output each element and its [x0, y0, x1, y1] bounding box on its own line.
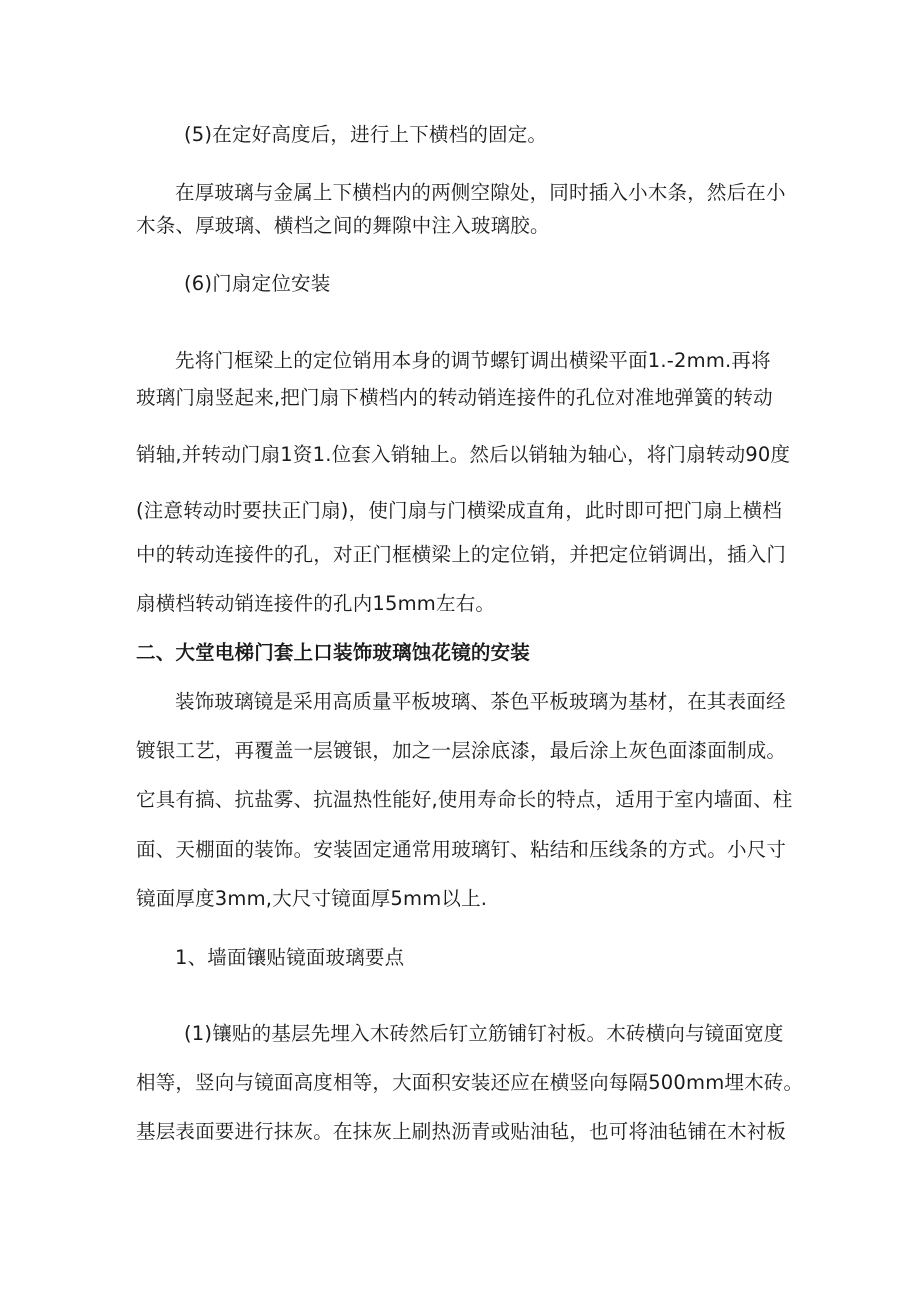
- subsection-heading: 1、墙面镶贴镜面玻璃要点: [175, 946, 405, 969]
- paragraph-line: 基层表面要进行抹灰。在抹灰上刷热沥青或贴油毡，也可将油毡铺在木衬板: [136, 1120, 787, 1143]
- paragraph-line: 在厚玻璃与金属上下横档内的两侧空隙处，同时插入小木条，然后在小: [175, 181, 786, 204]
- paragraph-line: 玻璃门扇竖起来,把门扇下横档内的转动销连接件的孔位对准地弹簧的转动: [136, 386, 773, 409]
- paragraph-line: 先将门框梁上的定位销用本身的调节螺钉调出横梁平面1.-2mm.再将: [175, 349, 771, 372]
- paragraph-line: 它具有搞、抗盐雾、抗温热性能好,使用寿命长的特点，适用于室内墙面、柱: [136, 788, 793, 811]
- step-6-heading: (6)门扇定位安装: [184, 272, 331, 295]
- paragraph-line: 木条、厚玻璃、横档之间的舞隙中注入玻璃胶。: [136, 214, 550, 237]
- paragraph-line: 镜面厚度3mm,大尺寸镜面厚5mm以上.: [136, 887, 488, 910]
- paragraph-line: 销轴,并转动门扇1资1.位套入销轴上。然后以销轴为轴心，将门扇转动90度: [136, 443, 791, 466]
- paragraph-line: (1)镶贴的基层先埋入木砖然后钉立筋铺钉衬板。木砖横向与镜面宽度: [184, 1022, 784, 1045]
- paragraph-line: 中的转动连接件的孔，对正门框横梁上的定位销，并把定位销调出，插入门: [136, 543, 787, 566]
- section-heading: 二、大堂电梯门套上口装饰玻璃蚀花镜的安装: [136, 641, 531, 664]
- paragraph-line: 相等，竖向与镜面高度相等，大面积安装还应在横竖向每隔500mm埋木砖。: [136, 1071, 804, 1094]
- paragraph-line: 镀银工艺，再覆盖一层镀银，加之一层涂底漆，最后涂上灰色面漆面制成。: [136, 739, 787, 762]
- step-5-paragraph: (5)在定好高度后，进行上下横档的固定。: [184, 123, 548, 146]
- paragraph-line: 扇横档转动销连接件的孔内15mm左右。: [136, 592, 496, 615]
- paragraph-line: 装饰玻璃镜是采用高质量平板坡璃、茶色平板玻璃为基材，在其表面经: [175, 690, 786, 713]
- paragraph-line: 面、天棚面的装饰。安装固定通常用玻璃钉、粘结和压线条的方式。小尺寸: [136, 838, 787, 861]
- paragraph-line: (注意转动时要扶正门扇)，使门扇与门横梁成直角，此时即可把门扇上横档: [136, 499, 783, 522]
